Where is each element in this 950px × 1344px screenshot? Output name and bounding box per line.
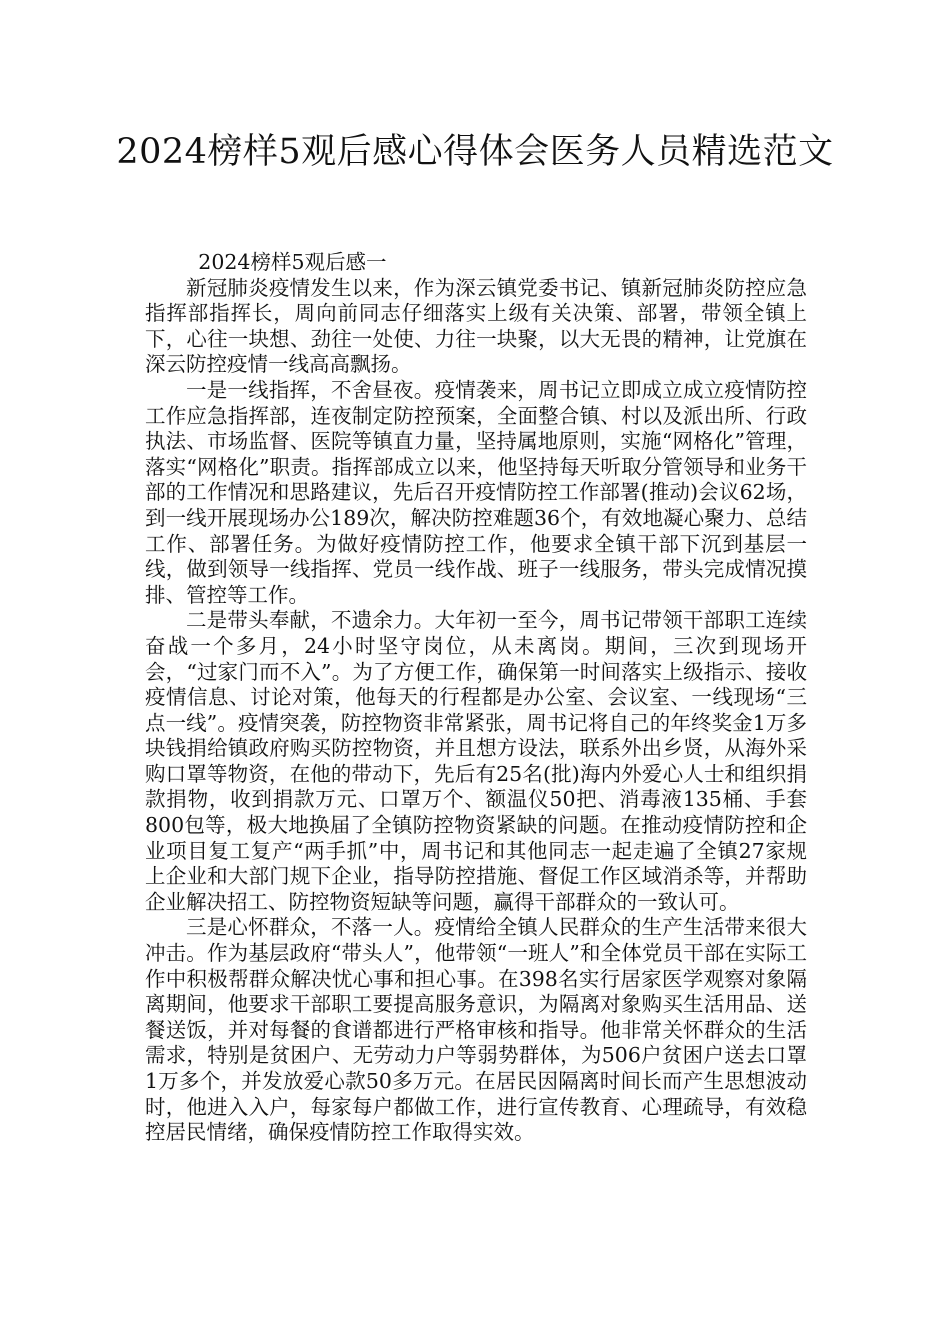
paragraph-intro: 新冠肺炎疫情发生以来，作为深云镇党委书记、镇新冠肺炎防控应急指挥部指挥长，周向前同志仔细落实上级有关决策、部署，带领全镇上下，心往一块想、劲往一处使、力往一块聚，以大无畏的精神，让党旗在深云防控疫情一线高高飘扬。: [145, 275, 807, 377]
paragraph-point-three: 三是心怀群众，不落一人。疫情给全镇人民群众的生产生活带来很大冲击。作为基层政府“带头人”，他带领“一班人”和全体党员干部在实际工作中积极帮群众解决忧心事和担心事。在398名实行居家医学观察对象隔离期间，他要求干部职工要提高服务意识，为隔离对象购买生活用品、送餐送饭，并对每餐的食谱都进行严格审核和指导。他非常关怀群众的生活需求，特别是贫困户、无劳动力户等弱势群体，为506户贫困户送去口罩1万多个，并发放爱心款50多万元。在居民因隔离时间长而产生思想波动时，他进入入户，每家每户都做工作，进行宣传教育、心理疏导，有效稳控居民情绪，确保疫情防控工作取得实效。: [145, 915, 807, 1145]
document-title: 2024榜样5观后感心得体会医务人员精选范文: [116, 132, 834, 172]
document-body: [145, 250, 807, 1146]
paragraph-point-two: 二是带头奉献，不遗余力。大年初一至今，周书记带领干部职工连续奋战一个多月，24小时坚守岗位，从未离岗。期间，三次到现场开会，“过家门而不入”。为了方便工作，确保第一时间落实上级指示、接收疫情信息、讨论对策，他每天的行程都是办公室、会议室、一线现场“三点一线”。疫情突袭，防控物资非常紧张，周书记将自己的年终奖金1万多块钱捐给镇政府购买防控物资，并且想方设法，联系外出乡贤，从海外采购口罩等物资，在他的带动下，先后有25名(批)海内外爱心人士和组织捐款捐物，收到捐款万元、口罩万个、额温仪50把、消毒液135桶、手套800包等，极大地换届了全镇防控物资紧缺的问题。在推动疫情防控和企业项目复工复产“两手抓”中，周书记和其他同志一起走遍了全镇27家规上企业和大部门规下企业，指导防控措施、督促工作区域消杀等，并帮助企业解决招工、防控物资短缺等问题，赢得干部群众的一致认可。: [145, 608, 807, 914]
paragraph-point-one: 一是一线指挥，不舍昼夜。疫情袭来，周书记立即成立成立疫情防控工作应急指挥部，连夜制定防控预案，全面整合镇、村以及派出所、行政执法、市场监督、医院等镇直力量，坚持属地原则，实施“网格化”管理，落实“网格化”职责。指挥部成立以来，他坚持每天听取分管领导和业务干部的工作情况和思路建议，先后召开疫情防控工作部署(推动)会议62场，到一线开展现场办公189次，解决防控难题36个，有效地凝心聚力、总结工作、部署任务。为做好疫情防控工作，他要求全镇干部下沉到基层一线，做到领导一线指挥、党员一线作战、班子一线服务，带头完成情况摸排、管控等工作。: [145, 377, 807, 607]
section-heading: 2024榜样5观后感一: [198, 250, 387, 274]
